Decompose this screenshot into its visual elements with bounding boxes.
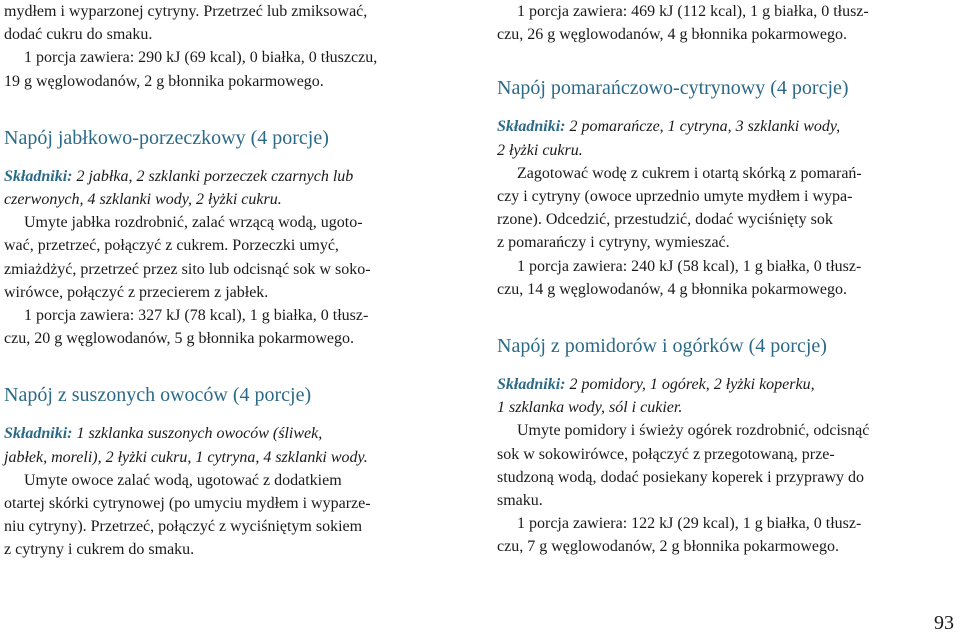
recipe-title — [497, 76, 955, 100]
recipe-nutrition: 1 porcja zawiera: 327 kJ (78 kcal), 1 g białka, 0 tłusz- czu, 20 g węglowodanów, 5 g błonnika pokarmowego. — [4, 307, 369, 348]
ingredients-text: 2 pomidory, 1 ogórek, 2 łyżki koperku, 1 szklanka wody, sól i cukier. — [497, 376, 815, 417]
right-column — [497, 0, 955, 559]
recipe-ingredients — [4, 422, 466, 468]
intro-tail: mydłem i wyparzonej cytryny. Przetrzeć lub zmiksować, dodać cukru do smaku. — [4, 3, 368, 44]
recipe-title — [4, 126, 466, 150]
ingredients-label: Składniki: — [497, 376, 566, 394]
recipe-method: Zagotować wodę z cukrem i otartą skórką z pomarań- czy i cytryny (owoce uprzednio umyte mydłem i wypa- rzone). Odcedzić, przestudzić, dodać wyciśnięty sok z pomarańczy i cytryny, wymieszać. — [497, 164, 862, 252]
recipe-nutrition: 1 porcja zawiera: 122 kJ (29 kcal), 1 g białka, 0 tłusz- czu, 7 g węglowodanów, 2 g błonnika pokarmowego. — [497, 515, 862, 556]
intro-nutrition: 1 porcja zawiera: 290 kJ (69 kcal), 0 białka, 0 tłuszczu, 19 g węglowodanów, 2 g błonnika pokarmowego. — [4, 49, 378, 90]
recipe-ingredients — [497, 373, 955, 419]
recipe-portions: (4 porcje) — [748, 335, 827, 358]
recipe-method: Umyte pomidory i świeży ogórek rozdrobnić, odcisnąć sok w sokowirówce, połączyć z przegotowaną, prze- studzoną wodą, dodać posiekany koperek i przyprawy do smaku. — [497, 422, 870, 510]
ingredients-text: 2 pomarańcze, 1 cytryna, 3 szklanki wody, 2 łyżki cukru. — [497, 118, 841, 159]
recipe-method: Umyte owoce zalać wodą, ugotować z dodatkiem otartej skórki cytrynowej (po umyciu mydłem i wyparze- niu cytryny). Przetrzeć, połączyć z wyciśniętym sokiem z cytryny i cukrem do smaku. — [4, 471, 371, 559]
recipe-portions: (4 porcje) — [770, 77, 849, 100]
recipe-nutrition: 1 porcja zawiera: 240 kJ (58 kcal), 1 g białka, 0 tłusz- czu, 14 g węglowodanów, 4 g błonnika pokarmowego. — [497, 257, 862, 298]
left-column — [4, 0, 466, 562]
recipe-title-text: Napój pomarańczowo-cytrynowy — [497, 77, 766, 100]
recipe-title-text: Napój jabłkowo-porzeczkowy — [4, 126, 246, 149]
recipe-method: Umyte jabłka rozdrobnić, zalać wrzącą wodą, ugoto- wać, przetrzeć, połączyć z cukrem. Porzeczki umyć, zmiażdżyć, przetrzeć przez sito lub odcisnąć sok w soko- wirówce, połączyć z przecierem z jabłek. — [4, 214, 371, 301]
recipe-portions: (4 porcje) — [250, 126, 329, 149]
recipe-title — [497, 334, 955, 358]
recipe-title-text: Napój z pomidorów i ogórków — [497, 335, 744, 358]
ingredients-label: Składniki: — [497, 118, 566, 136]
ingredients-text: 2 jabłka, 2 szklanki porzeczek czarnych lub czerwonych, 4 szklanki wody, 2 łyżki cukru. — [4, 167, 354, 209]
recipe-title-text: Napój z suszonych owoców — [4, 384, 228, 407]
ingredients-text: 1 szklanka suszonych owoców (śliwek, jabłek, moreli), 2 łyżki cukru, 1 cytryna, 4 szklanki wody. — [4, 425, 368, 466]
page-number: 93 — [934, 612, 954, 634]
recipe-ingredients — [497, 115, 955, 161]
recipe-ingredients — [4, 165, 466, 211]
intro-nutrition: 1 porcja zawiera: 469 kJ (112 kcal), 1 g białka, 0 tłusz- czu, 26 g węglowodanów, 4 g błonnika pokarmowego. — [497, 3, 869, 44]
ingredients-label: Składniki: — [4, 167, 73, 185]
ingredients-label: Składniki: — [4, 425, 73, 443]
recipe-title — [4, 383, 466, 407]
recipe-portions: (4 porcje) — [232, 384, 312, 407]
